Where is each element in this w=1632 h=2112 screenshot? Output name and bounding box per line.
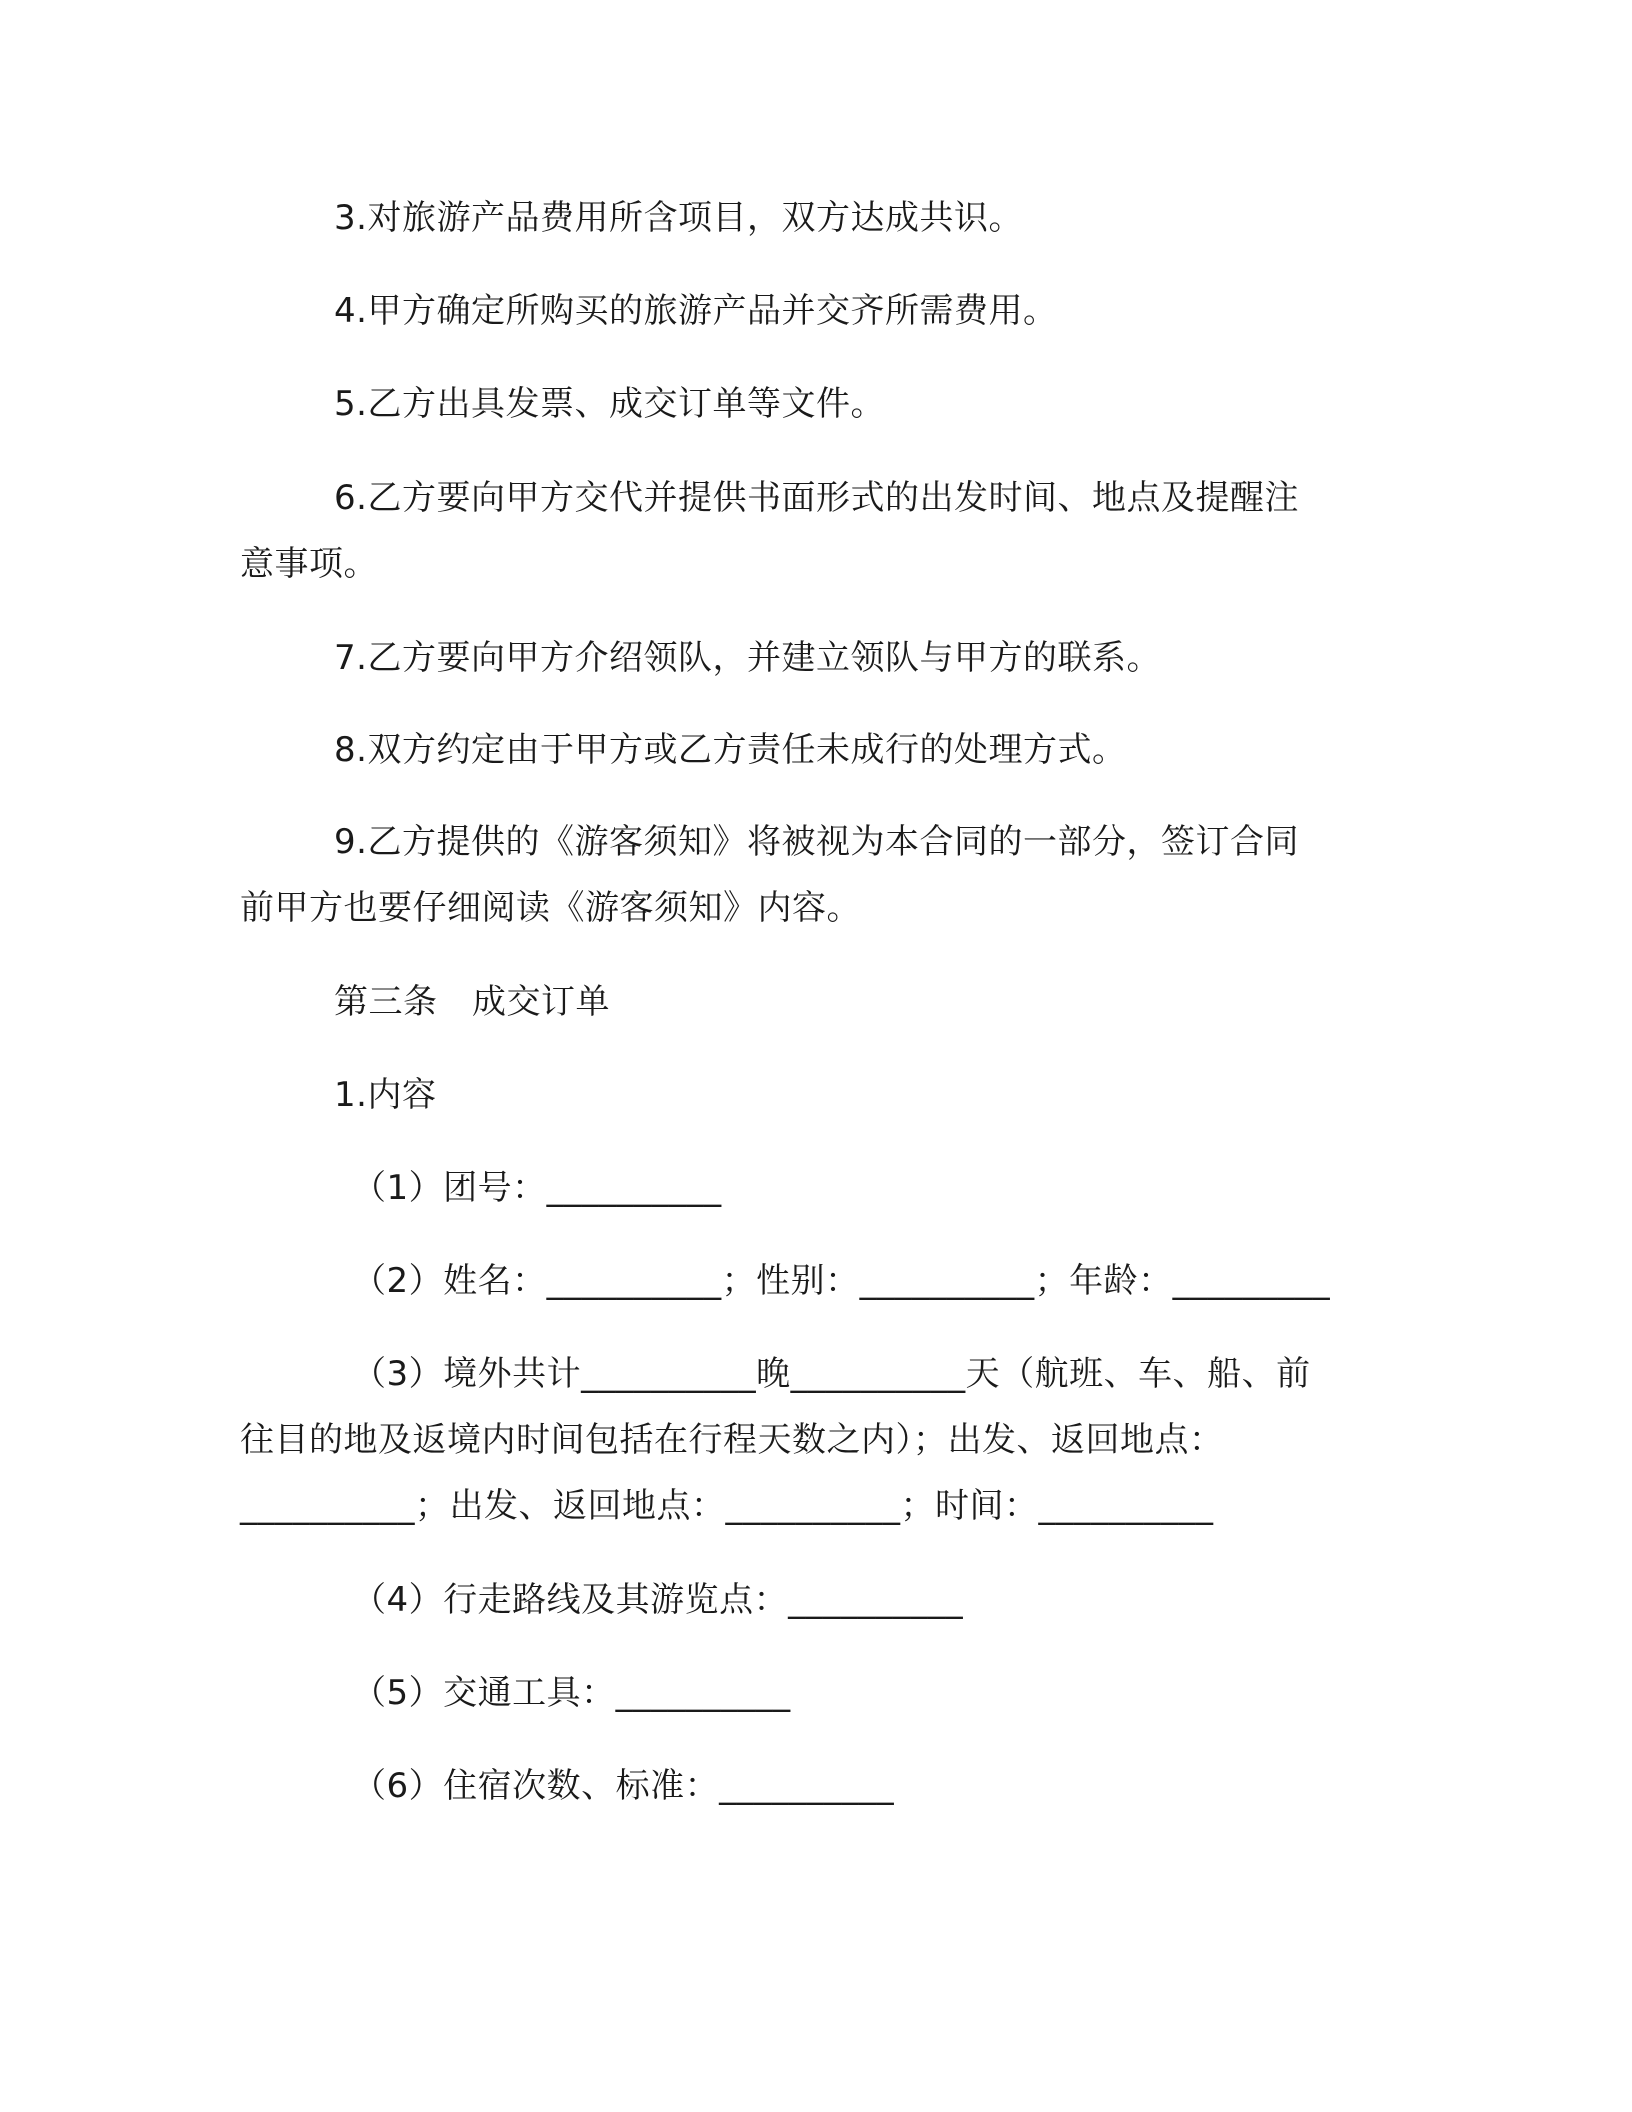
clause-item-5: 5.乙方出具发票、成交订单等文件。 (334, 384, 885, 424)
field-name-gender-age: （2）姓名：__________；性别：__________；年龄：_________ (352, 1261, 1331, 1301)
clause-item-3: 3.对旅游产品费用所含项目，双方达成共识。 (334, 198, 1023, 238)
field-accommodation: （6）住宿次数、标准：__________ (352, 1766, 895, 1806)
clause-item-9-continued: 前甲方也要仔细阅读《游客须知》内容。 (240, 888, 861, 928)
field-group-number: （1）团号：__________ (352, 1168, 722, 1208)
clause-item-7: 7.乙方要向甲方介绍领队，并建立领队与甲方的联系。 (334, 638, 1161, 678)
field-route: （4）行走路线及其游览点：__________ (352, 1580, 964, 1620)
clause-item-8: 8.双方约定由于甲方或乙方责任未成行的处理方式。 (334, 730, 1127, 770)
sub-heading: 1.内容 (334, 1075, 437, 1115)
section-heading: 第三条 成交订单 (334, 982, 610, 1022)
field-trip-duration-line3: __________；出发、返回地点：__________；时间：__________ (240, 1486, 1214, 1526)
clause-item-6: 6.乙方要向甲方交代并提供书面形式的出发时间、地点及提醒注 (334, 478, 1299, 518)
field-trip-duration: （3）境外共计__________晚__________天（航班、车、船、前 (352, 1354, 1311, 1394)
clause-item-9: 9.乙方提供的《游客须知》将被视为本合同的一部分，签订合同 (334, 822, 1299, 862)
field-trip-duration-line2: 往目的地及返境内时间包括在行程天数之内）；出发、返回地点： (240, 1420, 1224, 1460)
clause-item-4: 4.甲方确定所购买的旅游产品并交齐所需费用。 (334, 291, 1058, 331)
clause-item-6-continued: 意事项。 (240, 544, 378, 584)
field-transport: （5）交通工具：__________ (352, 1673, 791, 1713)
